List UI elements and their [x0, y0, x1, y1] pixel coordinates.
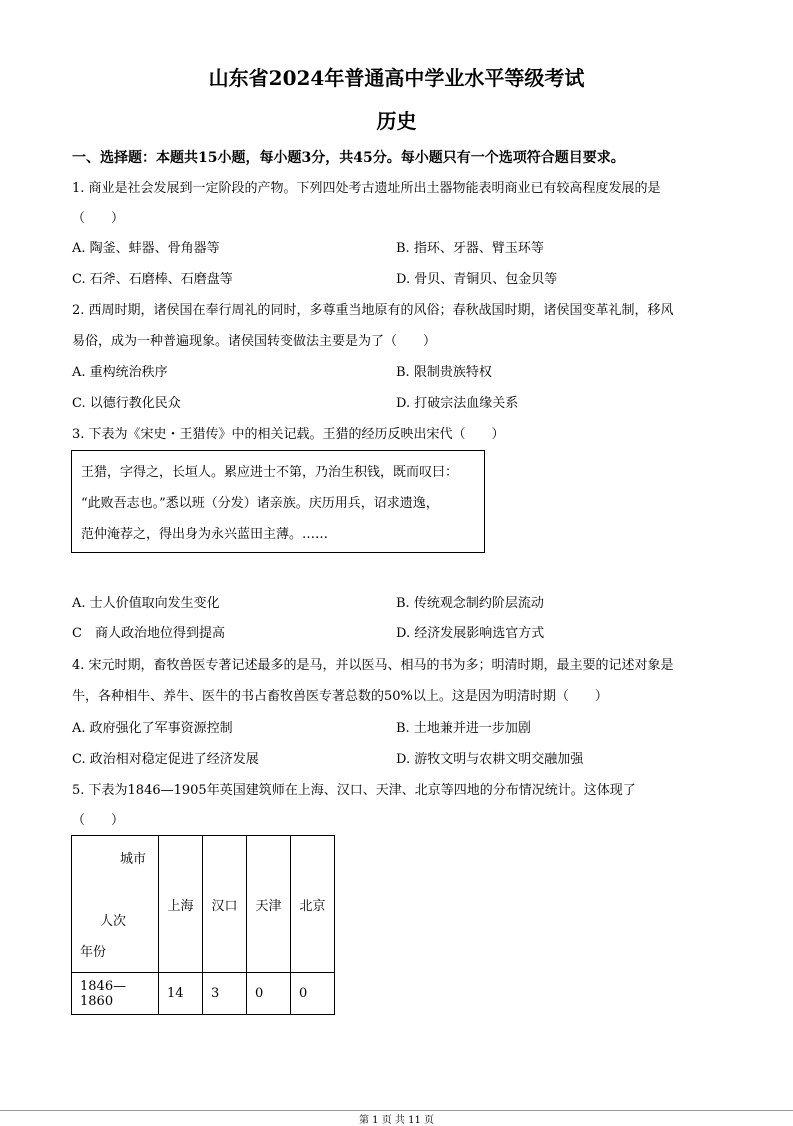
q5-stem-line-2: （ ）	[72, 813, 125, 828]
corner-label-year: 年份	[80, 945, 107, 960]
q3-option-a: A. 士人价值取向发生变化	[72, 596, 220, 611]
q4-option-a: A. 政府强化了军事资源控制	[72, 721, 233, 736]
q2-option-b: B. 限制贵族特权	[396, 365, 492, 380]
q1-option-c: C. 石斧、石磨棒、石磨盘等	[72, 272, 233, 287]
q1-option-b: B. 指环、牙器、臂玉环等	[396, 241, 544, 256]
page-footer: 第 1 页 共 11 页	[359, 1115, 434, 1126]
q3-option-c: C 商人政治地位得到提高	[72, 626, 225, 641]
q4-option-d: D. 游牧文明与农耕文明交融加强	[396, 752, 584, 767]
q1-option-a: A. 陶釜、蚌器、骨角器等	[72, 241, 220, 256]
exam-title: 山东省2024年普通高中学业水平等级考试	[208, 66, 585, 90]
q3-quote-box	[71, 450, 485, 553]
q3-stem-line-1: 3. 下表为《宋史・王猎传》中的相关记载。王猎的经历反映出宋代（ ）	[72, 427, 505, 442]
q1-option-d: D. 骨贝、青铜贝、包金贝等	[396, 272, 558, 287]
q4-stem-line-2: 牛，各种相牛、养牛、医牛的书占畜牧兽医专著总数的50%以上。这是因为明清时期（ ）	[72, 689, 608, 704]
q3-quote-line-3: 范仲淹荐之，得出身为永兴蓝田主薄。……	[81, 527, 329, 542]
q2-option-a: A. 重构统治秩序	[72, 365, 168, 380]
q3-option-d: D. 经济发展影响选官方式	[396, 626, 545, 641]
cell-beijing: 0	[291, 973, 335, 1015]
column-header-shanghai: 上海	[159, 836, 203, 973]
cell-tianjin: 0	[247, 973, 291, 1015]
q4-stem-line-1: 4. 宋元时期，畜牧兽医专著记述最多的是马，并以医马、相马的书为多；明清时期，最主要的记述对象是	[72, 658, 674, 673]
q2-stem-line-1: 2. 西周时期，诸侯国在奉行周礼的同时，多尊重当地原有的风俗；春秋战国时期，诸侯国变革礼制，移风	[72, 303, 674, 318]
q5-stem-line-1: 5. 下表为1846—1905年英国建筑师在上海、汉口、天津、北京等四地的分布情况统计。这体现了	[72, 783, 636, 798]
column-header-beijing: 北京	[291, 836, 335, 973]
q1-stem-line-2: （ ）	[72, 211, 125, 226]
q2-stem-line-2: 易俗，成为一种普遍现象。诸侯国转变做法主要是为了（ ）	[72, 334, 437, 349]
column-header-tianjin: 天津	[247, 836, 291, 973]
corner-label-city: 城市	[120, 852, 147, 867]
corner-label-count: 人次	[100, 914, 127, 929]
q3-quote-line-2: “此败吾志也。”悉以班（分发）诸亲族。庆历用兵，诏求遗逸，	[81, 496, 439, 511]
q1-stem-line-1: 1. 商业是社会发展到一定阶段的产物。下列四处考古遗址所出土器物能表明商业已有较高程度发展的是	[72, 181, 661, 196]
cell-shanghai: 14	[159, 973, 203, 1015]
subject-title: 历史	[376, 109, 417, 133]
cell-hankou: 3	[203, 973, 247, 1015]
q2-option-d: D. 打破宗法血缘关系	[396, 396, 519, 411]
table-row	[72, 973, 335, 1015]
q4-option-b: B. 土地兼并进一步加剧	[396, 721, 531, 736]
q4-option-c: C. 政治相对稳定促进了经济发展	[72, 752, 259, 767]
column-header-hankou: 汉口	[203, 836, 247, 973]
section-heading: 一、选择题：本题共15小题，每小题3分，共45分。每小题只有一个选项符合题目要求。	[72, 150, 625, 166]
table-corner-header	[72, 836, 159, 973]
q3-option-b: B. 传统观念制约阶层流动	[396, 596, 544, 611]
q5-stats-table	[71, 835, 335, 1015]
row-year: 1846—1860	[72, 973, 159, 1015]
q2-option-c: C. 以德行教化民众	[72, 396, 181, 411]
q3-quote-line-1: 王猎，字得之，长垣人。累应进士不第，乃治生积钱，既而叹曰：	[81, 465, 459, 480]
